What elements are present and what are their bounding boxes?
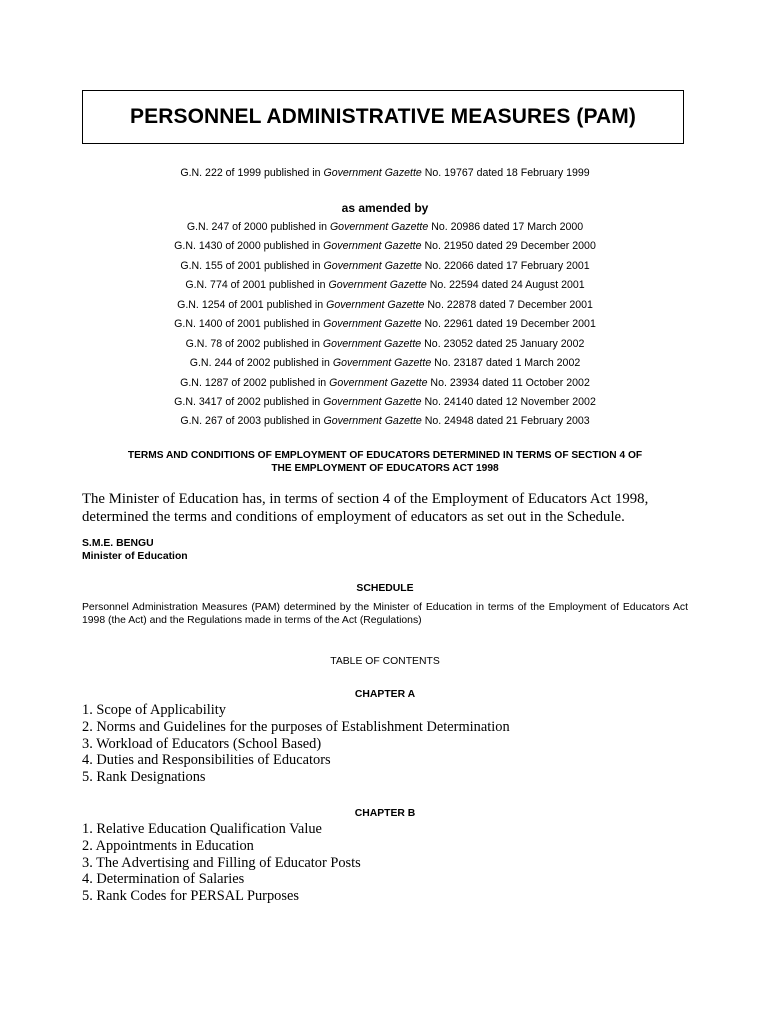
toc-item: 3. The Advertising and Filling of Educator Posts <box>82 854 361 871</box>
signatory-name: S.M.E. BENGU <box>82 538 154 549</box>
original-gazette-line: G.N. 222 of 1999 published in Government Gazette No. 19767 dated 18 February 1999 <box>180 167 590 179</box>
toc-item: 5. Rank Designations <box>82 769 206 786</box>
toc-item: 3. Workload of Educators (School Based) <box>82 735 322 752</box>
chapter-a-list <box>82 702 682 786</box>
toc-item: 4. Duties and Responsibilities of Educators <box>82 752 331 769</box>
signature-block <box>82 537 188 563</box>
amendment-line: G.N. 1287 of 2002 published in Government Gazette No. 23934 dated 11 October 2002 <box>180 377 590 389</box>
amended-heading: as amended by <box>341 201 429 215</box>
amendment-line: G.N. 247 of 2000 published in Government Gazette No. 20986 dated 17 March 2000 <box>186 221 584 233</box>
title-box <box>82 90 684 144</box>
amendment-line: G.N. 244 of 2002 published in Government Gazette No. 23187 dated 1 March 2002 <box>189 357 581 369</box>
schedule-heading: SCHEDULE <box>356 583 414 594</box>
pam-paragraph: Personnel Administration Measures (PAM) determined by the Minister of Education in terms of the Employment of Educators Act 1998 (the Act) and the Regulations made in terms of the Act (Regulations) <box>82 602 688 626</box>
amendment-line: G.N. 774 of 2001 published in Government Gazette No. 22594 dated 24 August 2001 <box>185 279 585 291</box>
amendment-line: G.N. 78 of 2002 published in Government Gazette No. 23052 dated 25 January 2002 <box>185 338 585 350</box>
chapter-b-list <box>82 821 682 905</box>
amendment-line: G.N. 1254 of 2001 published in Government Gazette No. 22878 dated 7 December 2001 <box>177 299 593 311</box>
toc-item: 2. Appointments in Education <box>82 837 254 854</box>
minister-paragraph: The Minister of Education has, in terms of section 4 of the Employment of Educators Act 1998, determined the terms and conditions of employment of educators as set out in the Schedule. <box>82 491 649 525</box>
toc-item: 1. Relative Education Qualification Value <box>82 821 322 837</box>
amendment-line: G.N. 3417 of 2002 published in Government Gazette No. 24140 dated 12 November 2002 <box>174 396 596 408</box>
chapter-b-heading: CHAPTER B <box>354 808 416 819</box>
terms-heading: TERMS AND CONDITIONS OF EMPLOYMENT OF EDUCATORS DETERMINED IN TERMS OF SECTION 4 OF THE EMPLOYMENT OF EDUCATORS ACT 1998 <box>127 450 643 474</box>
amendment-line: G.N. 1400 of 2001 published in Government Gazette No. 22961 dated 19 December 2001 <box>174 318 596 330</box>
toc-item: 1. Scope of Applicability <box>82 702 226 718</box>
toc-heading: TABLE OF CONTENTS <box>330 656 440 667</box>
toc-item: 2. Norms and Guidelines for the purposes of Establishment Determination <box>82 718 510 735</box>
toc-item: 4. Determination of Salaries <box>82 871 245 888</box>
chapter-a-heading: CHAPTER A <box>354 689 416 700</box>
amendment-line: G.N. 267 of 2003 published in Government Gazette No. 24948 dated 21 February 2003 <box>180 415 590 427</box>
amendment-line: G.N. 1430 of 2000 published in Government Gazette No. 21950 dated 29 December 2000 <box>174 240 596 252</box>
amendment-line: G.N. 155 of 2001 published in Government Gazette No. 22066 dated 17 February 2001 <box>180 260 590 272</box>
signatory-title: Minister of Education <box>82 551 188 562</box>
document-title: PERSONNEL ADMINISTRATIVE MEASURES (PAM) <box>130 105 636 128</box>
toc-item: 5. Rank Codes for PERSAL Purposes <box>82 888 299 905</box>
